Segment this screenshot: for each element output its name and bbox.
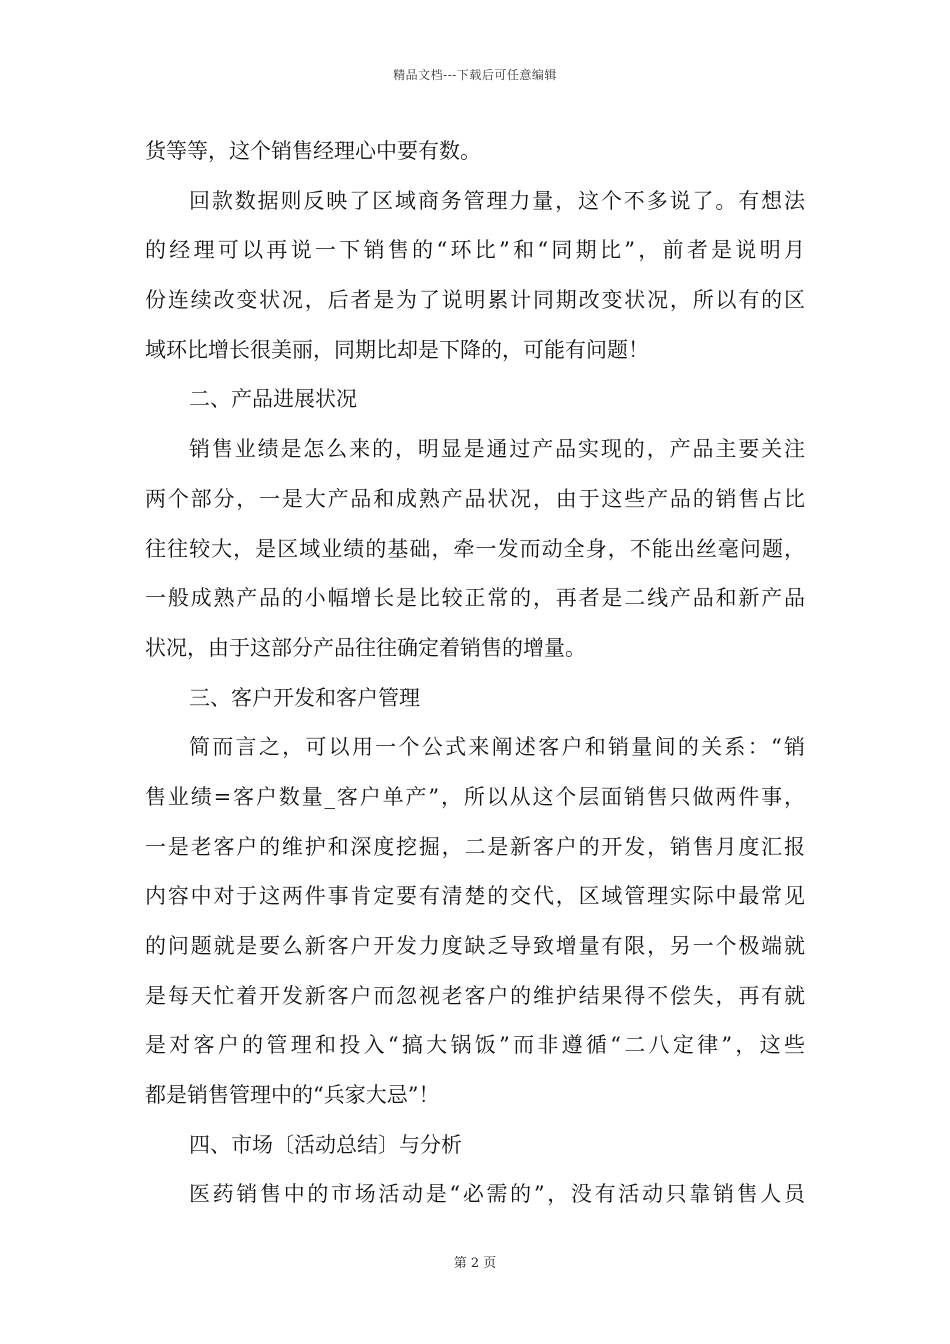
page-number: 第 2 页 (453, 1256, 497, 1271)
text-line: 是对客户的管理和投入“搞大锅饭”而非遵循“二八定律”，这些 (145, 1033, 805, 1058)
body-text (145, 127, 805, 1220)
text-line: 三、客户开发和客户管理 (189, 685, 420, 710)
text-line: 售业绩=客户数量_客户单产”，所以从这个层面销售只做两件事， (145, 784, 805, 809)
text-line: 两个部分，一是大产品和成熟产品状况，由于这些产品的销售占比 (145, 486, 805, 511)
text-line: 往往较大，是区域业绩的基础，牵一发而动全身，不能出丝毫问题， (145, 536, 805, 561)
text-line: 四、市场〔活动总结〕与分析 (189, 1132, 462, 1157)
text-line: 货等等，这个销售经理心中要有数。 (145, 139, 481, 163)
text-line: 回款数据则反映了区域商务管理力量，这个不多说了。有想法 (189, 188, 805, 213)
text-line: 医药销售中的市场活动是“必需的”，没有活动只靠销售人员 (189, 1182, 805, 1207)
text-line: 内容中对于这两件事肯定要有清楚的交代，区域管理实际中最常见 (145, 884, 805, 909)
text-line: 份连续改变状况，后者是为了说明累计同期改变状况，所以有的区 (145, 288, 805, 313)
text-line: 二、产品进展状况 (189, 387, 357, 412)
page-header: 精品文档---下载后可任意编辑 (393, 68, 557, 82)
text-line: 状况，由于这部分产品往往确定着销售的增量。 (145, 635, 586, 660)
text-line: 简而言之，可以用一个公式来阐述客户和销量间的关系：“销 (189, 735, 805, 760)
text-line: 都是销售管理中的“兵家大忌”！ (145, 1083, 440, 1108)
text-line: 是每天忙着开发新客户而忽视老客户的维护结果得不偿失，再有就 (145, 983, 805, 1008)
text-line: 一是老客户的维护和深度挖掘，二是新客户的开发，销售月度汇报 (145, 834, 805, 859)
text-line: 销售业绩是怎么来的，明显是通过产品实现的，产品主要关注 (189, 437, 805, 462)
text-line: 的经理可以再说一下销售的“环比”和“同期比”，前者是说明月 (145, 238, 805, 263)
text-line: 一般成熟产品的小幅增长是比较正常的，再者是二线产品和新产品 (145, 586, 805, 611)
text-line: 域环比增长很美丽，同期比却是下降的，可能有问题！ (145, 337, 649, 362)
text-line: 的问题就是要么新客户开发力度缺乏导致增量有限，另一个极端就 (145, 934, 805, 958)
